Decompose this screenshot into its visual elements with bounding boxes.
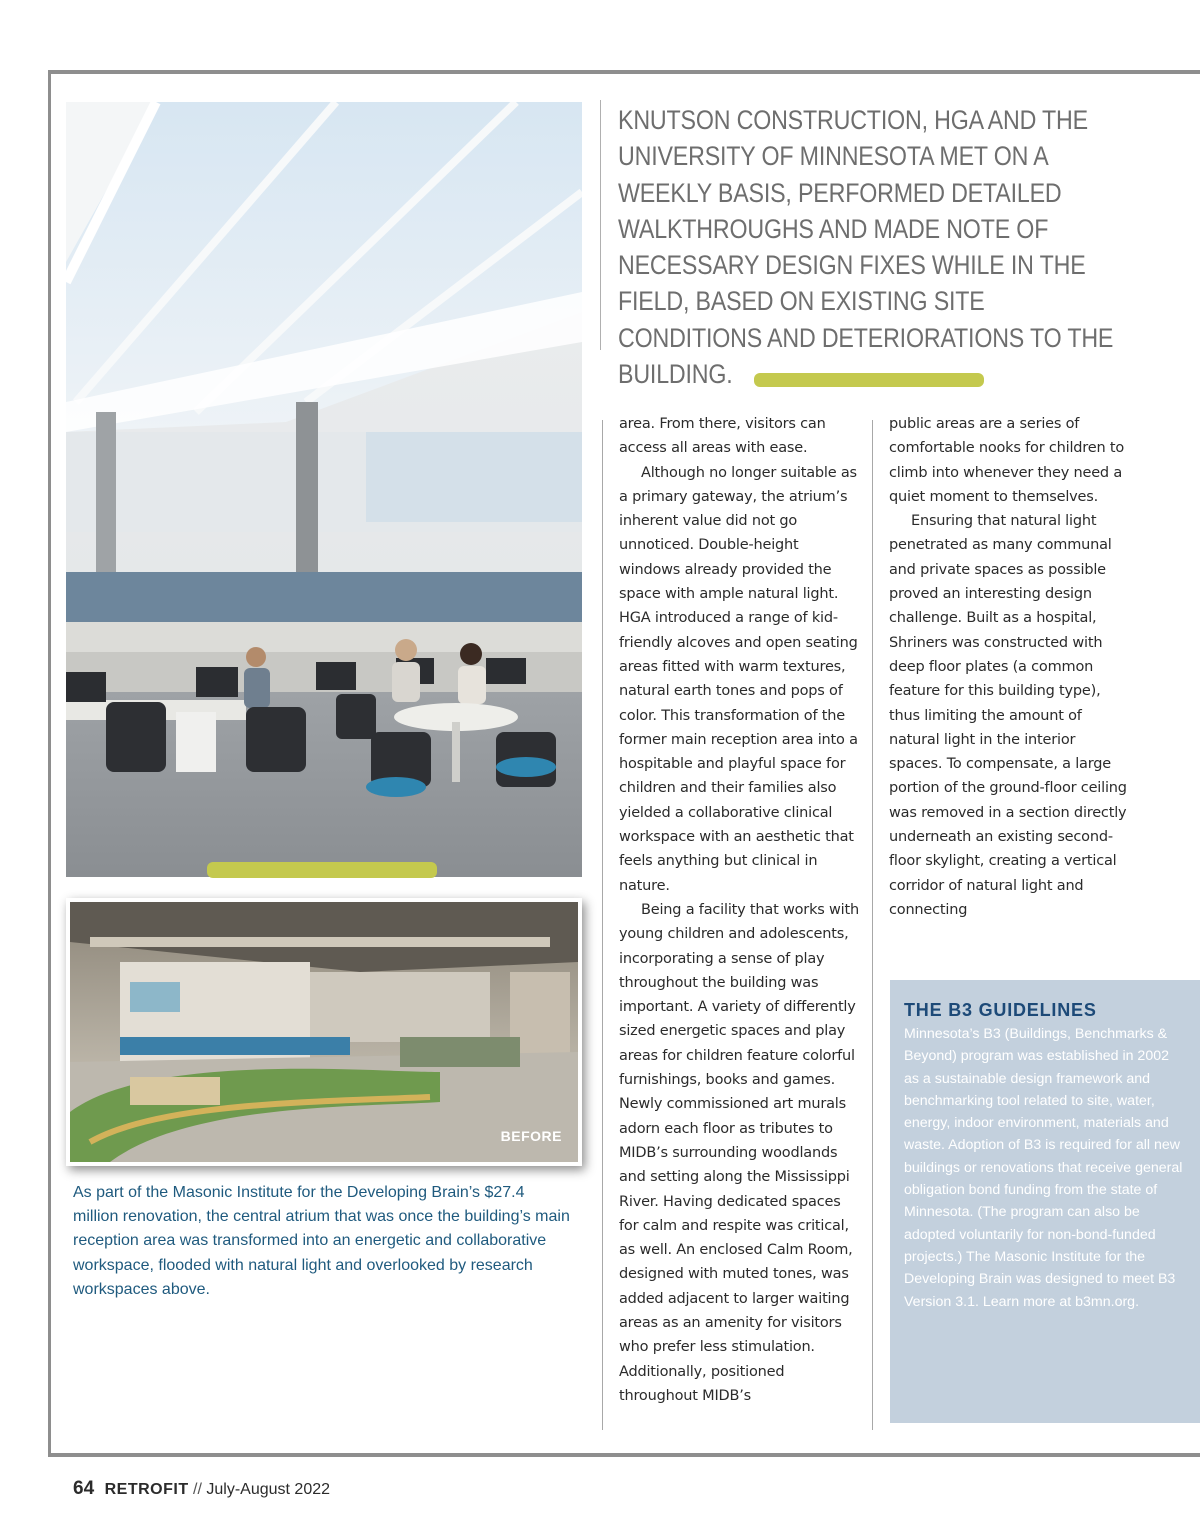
issue-date: July-August 2022 — [206, 1481, 331, 1498]
photo-accent-bar — [207, 862, 437, 878]
magazine-name: RETROFIT — [104, 1481, 189, 1498]
body-paragraph: public areas are a series of comfortable nooks for children to climb into whenever they need a quiet moment to themselves. — [889, 416, 1125, 505]
footer-separator: // — [193, 1481, 202, 1498]
pull-quote: KNUTSON CONSTRUCTION, HGA AND THE UNIVERSITY OF MINNESOTA MET ON A WEEKLY BASIS, PERFORMED DETAILED WALKTHROUGHS AND MADE NOTE OF NECESSARY DESIGN FIXES WHILE IN THE FIELD, BASED ON EXISTING SITE CONDITIONS AND DETERIORATIONS TO THE BUILDING. — [618, 105, 1114, 390]
page-frame-top — [48, 70, 1200, 74]
b3-guidelines-sidebar — [890, 980, 1200, 1423]
column-rule-middle — [872, 420, 873, 1430]
page-frame-bottom — [48, 1453, 1200, 1457]
pull-quote-rule — [600, 100, 601, 350]
body-paragraph: Ensuring that natural light penetrated as many communal and private spaces as possible proved an interesting design challenge. Built as a hospital, Shriners was constructed with deep floor plates (a common feature for this building type), thus limiting the amount of natural light in the interior spaces. To compensate, a large portion of the ground-floor ceiling was removed in a section directly underneath an existing second-floor skylight, creating a vertical corridor of natural light and connecting — [889, 513, 1127, 918]
photo-caption: As part of the Masonic Institute for the Developing Brain’s $27.4 million renovation, the central atrium that was once the building’s main reception area was transformed into an energetic and collaborative workspace, flooded with natural light and overlooked by research workspaces above. — [73, 1184, 570, 1298]
atrium-photo — [66, 102, 582, 877]
column-rule-left — [602, 420, 603, 1430]
body-paragraph: area. From there, visitors can access all areas with ease. — [619, 416, 826, 457]
before-label: BEFORE — [500, 1128, 562, 1144]
sidebar-title: THE B3 GUIDELINES — [904, 1000, 1097, 1020]
body-paragraph: Being a facility that works with young children and adolescents, incorporating a sense of play throughout the building was important. A variety of differently sized energetic spaces and play areas for children feature colorful furnishings, books and games. Newly commissioned art murals adorn each floor as tributes to MIDB’s surrounding woodlands and setting along the Mississippi River. Having dedicated spaces for calm and respite was critical, as well. An enclosed Calm Room, designed with muted tones, was added adjacent to larger waiting areas as an amenity for visitors who prefer less stimulation. Additionally, positioned throughout MIDB’s — [619, 901, 859, 1404]
body-paragraph: Although no longer suitable as a primary gateway, the atrium’s inherent value did not go unnoticed. Double-height windows already provided the space with ample natural light. HGA introduced a range of kid-friendly alcoves and open seating areas fitted with warm textures, natural earth tones and pops of color. This transformation of the former main reception area into a hospitable and playful space for children and their families also yielded a collaborative clinical workspace with an aesthetic that feels anything but clinical in nature. — [619, 464, 858, 894]
before-photo — [66, 898, 582, 1166]
page-number: 64 — [73, 1478, 95, 1499]
pull-quote-accent-bar — [754, 373, 984, 387]
body-column-1 — [619, 412, 859, 1408]
page-frame-left — [48, 70, 51, 1455]
page-footer — [73, 1478, 330, 1500]
body-column-2 — [889, 412, 1131, 922]
sidebar-text: Minnesota’s B3 (Buildings, Benchmarks & Beyond) program was established in 2002 as a sustainable design framework and benchmarking tool related to site, water, energy, indoor environment, materials and waste. Adoption of B3 is required for all new buildings or renovations that receive general obligation bond funding from the state of Minnesota. (The program can also be adopted voluntarily for non-bond-funded projects.) The Masonic Institute for the Developing Brain was designed to meet B3 Version 3.1. Learn more at b3mn.org. — [904, 1026, 1183, 1310]
